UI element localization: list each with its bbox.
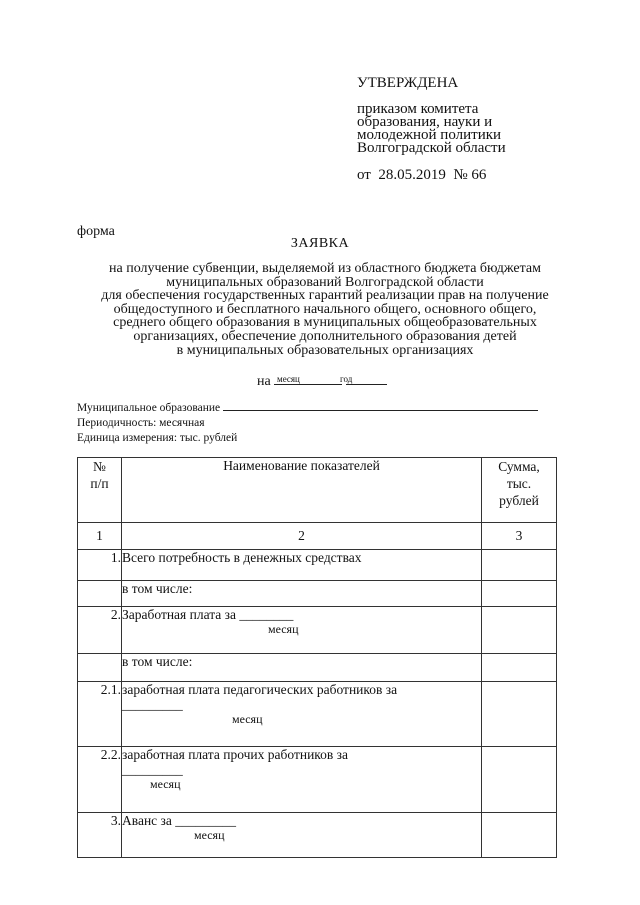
row-name [122, 550, 482, 581]
indicators-table [77, 457, 557, 858]
row-name-caption: месяц [150, 777, 181, 791]
approval-date-line [357, 169, 506, 182]
row-name [122, 813, 482, 858]
municipality-label: Муниципальное образование [77, 402, 221, 414]
approval-title: УТВЕРЖДЕНА [357, 75, 459, 91]
row-name [122, 682, 482, 747]
approval-line: образования, науки и [357, 114, 493, 130]
approval-block [357, 77, 506, 182]
year-caption: год [340, 374, 353, 384]
row-number: 2.2. [78, 747, 122, 813]
table-row [78, 682, 557, 747]
header-sum-line: рублей [499, 493, 539, 508]
row-name-text: Всего потребность в денежных средствах [122, 550, 362, 565]
period-prefix: на [257, 374, 271, 389]
approval-date: 28.05.2019 [378, 167, 446, 183]
row-name [122, 607, 482, 654]
index-cell: 2 [122, 523, 482, 550]
subtitle-line: организациях, обеспечение дополнительного образования детей [133, 328, 517, 344]
row-name-text: заработная плата прочих работников за _________ [122, 747, 348, 777]
subtitle-line: в муниципальных образовательных организациях [176, 342, 474, 358]
header-sum-line: тыс. [506, 476, 532, 491]
row-name-caption: месяц [194, 828, 225, 842]
subtitle-line: общедоступного и бесплатного начального общего, основного общего, [113, 301, 537, 317]
approval-number: № 66 [453, 167, 487, 183]
header-sum [482, 458, 557, 523]
table-row [78, 550, 557, 581]
table-row [78, 813, 557, 858]
approval-line: приказом комитета [357, 101, 479, 117]
row-sum [482, 682, 557, 747]
header-num-line: № [93, 459, 106, 474]
row-name-text: заработная плата педагогических работников за _________ [122, 682, 398, 712]
row-number [78, 581, 122, 607]
document-title: ЗАЯВКА [290, 236, 350, 251]
row-name-caption: месяц [232, 712, 263, 726]
table-row [78, 654, 557, 682]
header-num-line: п/п [90, 476, 109, 491]
row-name-text: Аванс за _________ [122, 813, 236, 828]
row-sum [482, 550, 557, 581]
approval-line: молодежной политики [357, 127, 502, 143]
row-number: 2.1. [78, 682, 122, 747]
subtitle-line: на получение субвенции, выделяемой из областного бюджета бюджетам [109, 261, 541, 276]
period-line [250, 356, 387, 390]
unit: Единица измерения: тыс. рублей [77, 432, 238, 444]
row-sum [482, 813, 557, 858]
row-sum [482, 747, 557, 813]
row-number: 2. [78, 607, 122, 654]
row-sum [482, 654, 557, 682]
subtitle-line: для обеспечения государственных гарантий реализации прав на получение [101, 288, 549, 304]
row-name-text: в том числе: [122, 654, 193, 669]
header-name: Наименование показателей [122, 458, 482, 523]
index-cell: 1 [78, 523, 122, 550]
row-number [78, 654, 122, 682]
row-name-text: Заработная плата за ________ [122, 607, 294, 622]
header-num [78, 458, 122, 523]
table-row [78, 747, 557, 813]
approval-line: Волгоградской области [357, 140, 506, 156]
table-row [78, 581, 557, 607]
row-sum [482, 607, 557, 654]
row-name [122, 747, 482, 813]
municipality-blank [223, 400, 538, 411]
document-subtitle [60, 262, 590, 357]
subtitle-line: среднего общего образования в муниципальных общеобразовательных [113, 315, 537, 331]
periodicity: Периодичность: месячная [77, 417, 205, 429]
date-prefix: от [357, 167, 371, 183]
row-name-caption: месяц [268, 622, 299, 636]
meta-block [77, 400, 538, 446]
month-caption: месяц [277, 374, 300, 384]
header-sum-line: Сумма, [498, 459, 540, 474]
form-label: форма [77, 224, 115, 239]
table-index-row [78, 523, 557, 550]
subtitle-line: муниципальных образований Волгоградской области [166, 274, 484, 290]
row-name-text: в том числе: [122, 581, 193, 596]
table-row [78, 607, 557, 654]
row-sum [482, 581, 557, 607]
municipality-line [77, 400, 538, 416]
row-name [122, 654, 482, 682]
table-header-row [78, 458, 557, 523]
index-cell: 3 [482, 523, 557, 550]
row-name [122, 581, 482, 607]
row-number: 1. [78, 550, 122, 581]
row-number: 3. [78, 813, 122, 858]
